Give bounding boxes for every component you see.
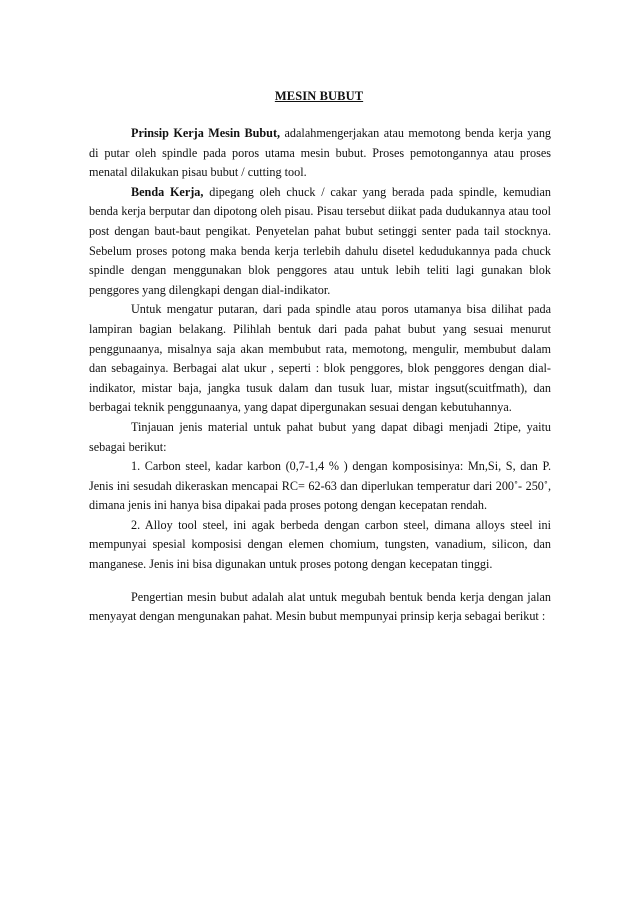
paragraph-text: dipegang oleh chuck / cakar yang berada pada spindle, kemudian benda kerja berputar dan dipotong oleh pisau. Pisau tersebut diikat pada dudukannya atau tool post dengan baut-baut pengikat. Penyetelan pahat bubut setinggi senter pada tail stocknya. Sebelum proses potong maka benda kerja terlebih dahulu disetel kedudukannya pada chuck spindle dengan menggunakan blok penggores atau untuk lebih teliti lagi gunakan blok penggores yang dilengkapi dengan dial-indikator. — [89, 184, 552, 297]
document-title: MESIN BUBUT — [274, 89, 364, 103]
paragraph-carbon-steel — [89, 457, 551, 516]
paragraph-text: Pengertian mesin bubut adalah alat untuk megubah bentuk benda kerja dengan jalan menyayat dengan mengunakan pahat. Mesin bubut mempunyai prinsip kerja sebagai berikut : — [89, 589, 551, 624]
paragraph-text: 2. Alloy tool steel, ini agak berbeda dengan carbon steel, dimana alloys steel ini mempunyai spesial komposisi dengan elemen chomium, tungsten, vanadium, silicon, dan manganese. Jenis ini bisa digunakan untuk proses potong dengan kecepatan tinggi. — [89, 517, 551, 572]
paragraph-putaran — [89, 300, 551, 418]
paragraph-prinsip-kerja — [89, 124, 551, 183]
paragraph-text: Untuk mengatur putaran, dari pada spindle atau poros utamanya bisa dilihat pada lampiran bagian belakang. Pilihlah bentuk dari pada pahat bubut yang sesuai menurut penggunaanya, misalnya saja akan membubut rata, memotong, mengulir, membubut dalam dan sebagainya. Berbagai alat ukur , seperti : blok penggores, blok penggores dengan dial-indikator, mistar baja, jangka tusuk dalam dan tusuk luar, mistar ingsut(scuitfmath), dan berbagai teknik penggunaanya, yang dapat dipergunakan sesuai dengan kebutuhannya. — [89, 302, 551, 415]
paragraph-pengertian — [89, 588, 551, 627]
paragraph-text: adalahmengerjakan atau memotong benda kerja yang di putar oleh spindle pada poros utama mesin bubut. Proses pemotongannya atau proses menatal dilakukan pisau bubut / cutting tool. — [89, 126, 552, 180]
document-body — [89, 124, 551, 627]
paragraph-lead: Prinsip Kerja Mesin Bubut, — [131, 126, 281, 140]
paragraph-tinjauan — [89, 418, 551, 457]
paragraph-text: Tinjauan jenis material untuk pahat bubut yang dapat dibagi menjadi 2tipe, yaitu sebagai berikut: — [89, 419, 551, 454]
paragraph-text: 1. Carbon steel, kadar karbon (0,7-1,4 % ) dengan komposisinya: Mn,Si, S, dan P. Jenis ini sesudah dikeraskan mencapai RC= 62-63 dan diperlukan temperatur dari 200˚- 250˚, dimana jenis ini hanya bisa dipakai pada proses potong dengan kecepatan rendah. — [89, 459, 551, 513]
paragraph-alloy-tool-steel — [89, 516, 551, 575]
paragraph-lead: Benda Kerja, — [131, 184, 204, 199]
paragraph-benda-kerja — [89, 183, 551, 301]
